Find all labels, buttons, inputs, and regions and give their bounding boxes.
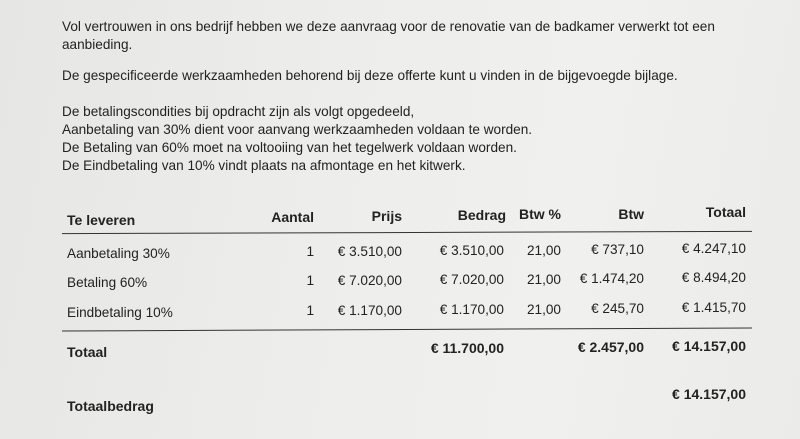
- payment-conditions-line: De betalingscondities bij opdracht zijn als volgt opgedeeld,: [62, 104, 415, 119]
- row-qty: 1: [306, 273, 314, 288]
- row-total: € 4.247,10: [681, 241, 746, 256]
- header-qty: Aantal: [271, 209, 314, 225]
- subtotal-total: € 14.157,00: [672, 338, 746, 354]
- header-vat: Btw: [618, 206, 644, 222]
- row-amount: € 7.020,00: [439, 272, 504, 287]
- row-price: € 3.510,00: [337, 244, 402, 259]
- grand-total-value: € 14.157,00: [672, 386, 746, 402]
- row-vat-pct: 21,00: [526, 272, 561, 287]
- grand-total-row: [62, 386, 752, 414]
- row-total: € 8.494,20: [681, 270, 746, 285]
- subtotal-vat: € 2.457,00: [577, 339, 644, 355]
- table-row: [62, 302, 752, 322]
- intro-paragraph: [62, 18, 762, 54]
- subtotal-row: [62, 340, 752, 360]
- payment-conditions-line: Aanbetaling van 30% dient voor aanvang werkzaamheden voldaan te worden.: [62, 122, 533, 137]
- grand-total-label: Totaalbedrag: [67, 398, 154, 414]
- row-vat: € 737,10: [591, 242, 644, 257]
- payment-conditions-paragraph: [62, 103, 762, 175]
- row-price: € 7.020,00: [337, 273, 402, 288]
- header-price: Prijs: [371, 208, 402, 224]
- header-divider: [62, 231, 752, 234]
- subtotal-label: Totaal: [67, 344, 108, 360]
- row-vat-pct: 21,00: [526, 302, 561, 317]
- row-desc: Aanbetaling 30%: [67, 246, 170, 261]
- specification-line: De gespecificeerde werkzaamheden behorend bij deze offerte kunt u vinden in de bijgevoegde bijlage.: [62, 68, 678, 83]
- row-vat: € 1.474,20: [579, 271, 644, 286]
- row-price: € 1.170,00: [337, 303, 402, 318]
- row-vat-pct: 21,00: [526, 243, 561, 258]
- row-amount: € 1.170,00: [439, 302, 504, 317]
- row-total: € 1.415,70: [681, 300, 746, 315]
- payment-conditions-line: De Eindbetaling van 10% vindt plaats na afmontage en het kitwerk.: [62, 158, 466, 173]
- row-qty: 1: [306, 303, 314, 318]
- subtotal-amount: € 11.700,00: [430, 340, 504, 356]
- row-vat: € 245,70: [591, 301, 644, 316]
- row-desc: Betaling 60%: [67, 275, 148, 290]
- table-row: [62, 272, 752, 292]
- table-row: [62, 243, 752, 263]
- header-total: Totaal: [705, 204, 746, 220]
- row-qty: 1: [306, 244, 314, 259]
- intro-line: aanbieding.: [62, 37, 133, 52]
- payment-conditions-line: De Betaling van 60% moet na voltooiing van het tegelwerk voldaan worden.: [62, 140, 517, 155]
- header-desc: Te leveren: [67, 212, 136, 228]
- specification-paragraph: [62, 67, 762, 85]
- subtotal-divider: [62, 327, 752, 331]
- intro-line: Vol vertrouwen in ons bedrijf hebben we deze aanvraag voor de renovatie van de badkamer verwerkt tot een: [62, 19, 715, 34]
- header-vat-pct: Btw %: [519, 206, 561, 222]
- row-desc: Eindbetaling 10%: [67, 305, 173, 320]
- row-amount: € 3.510,00: [439, 243, 504, 258]
- header-amount: Bedrag: [457, 207, 506, 223]
